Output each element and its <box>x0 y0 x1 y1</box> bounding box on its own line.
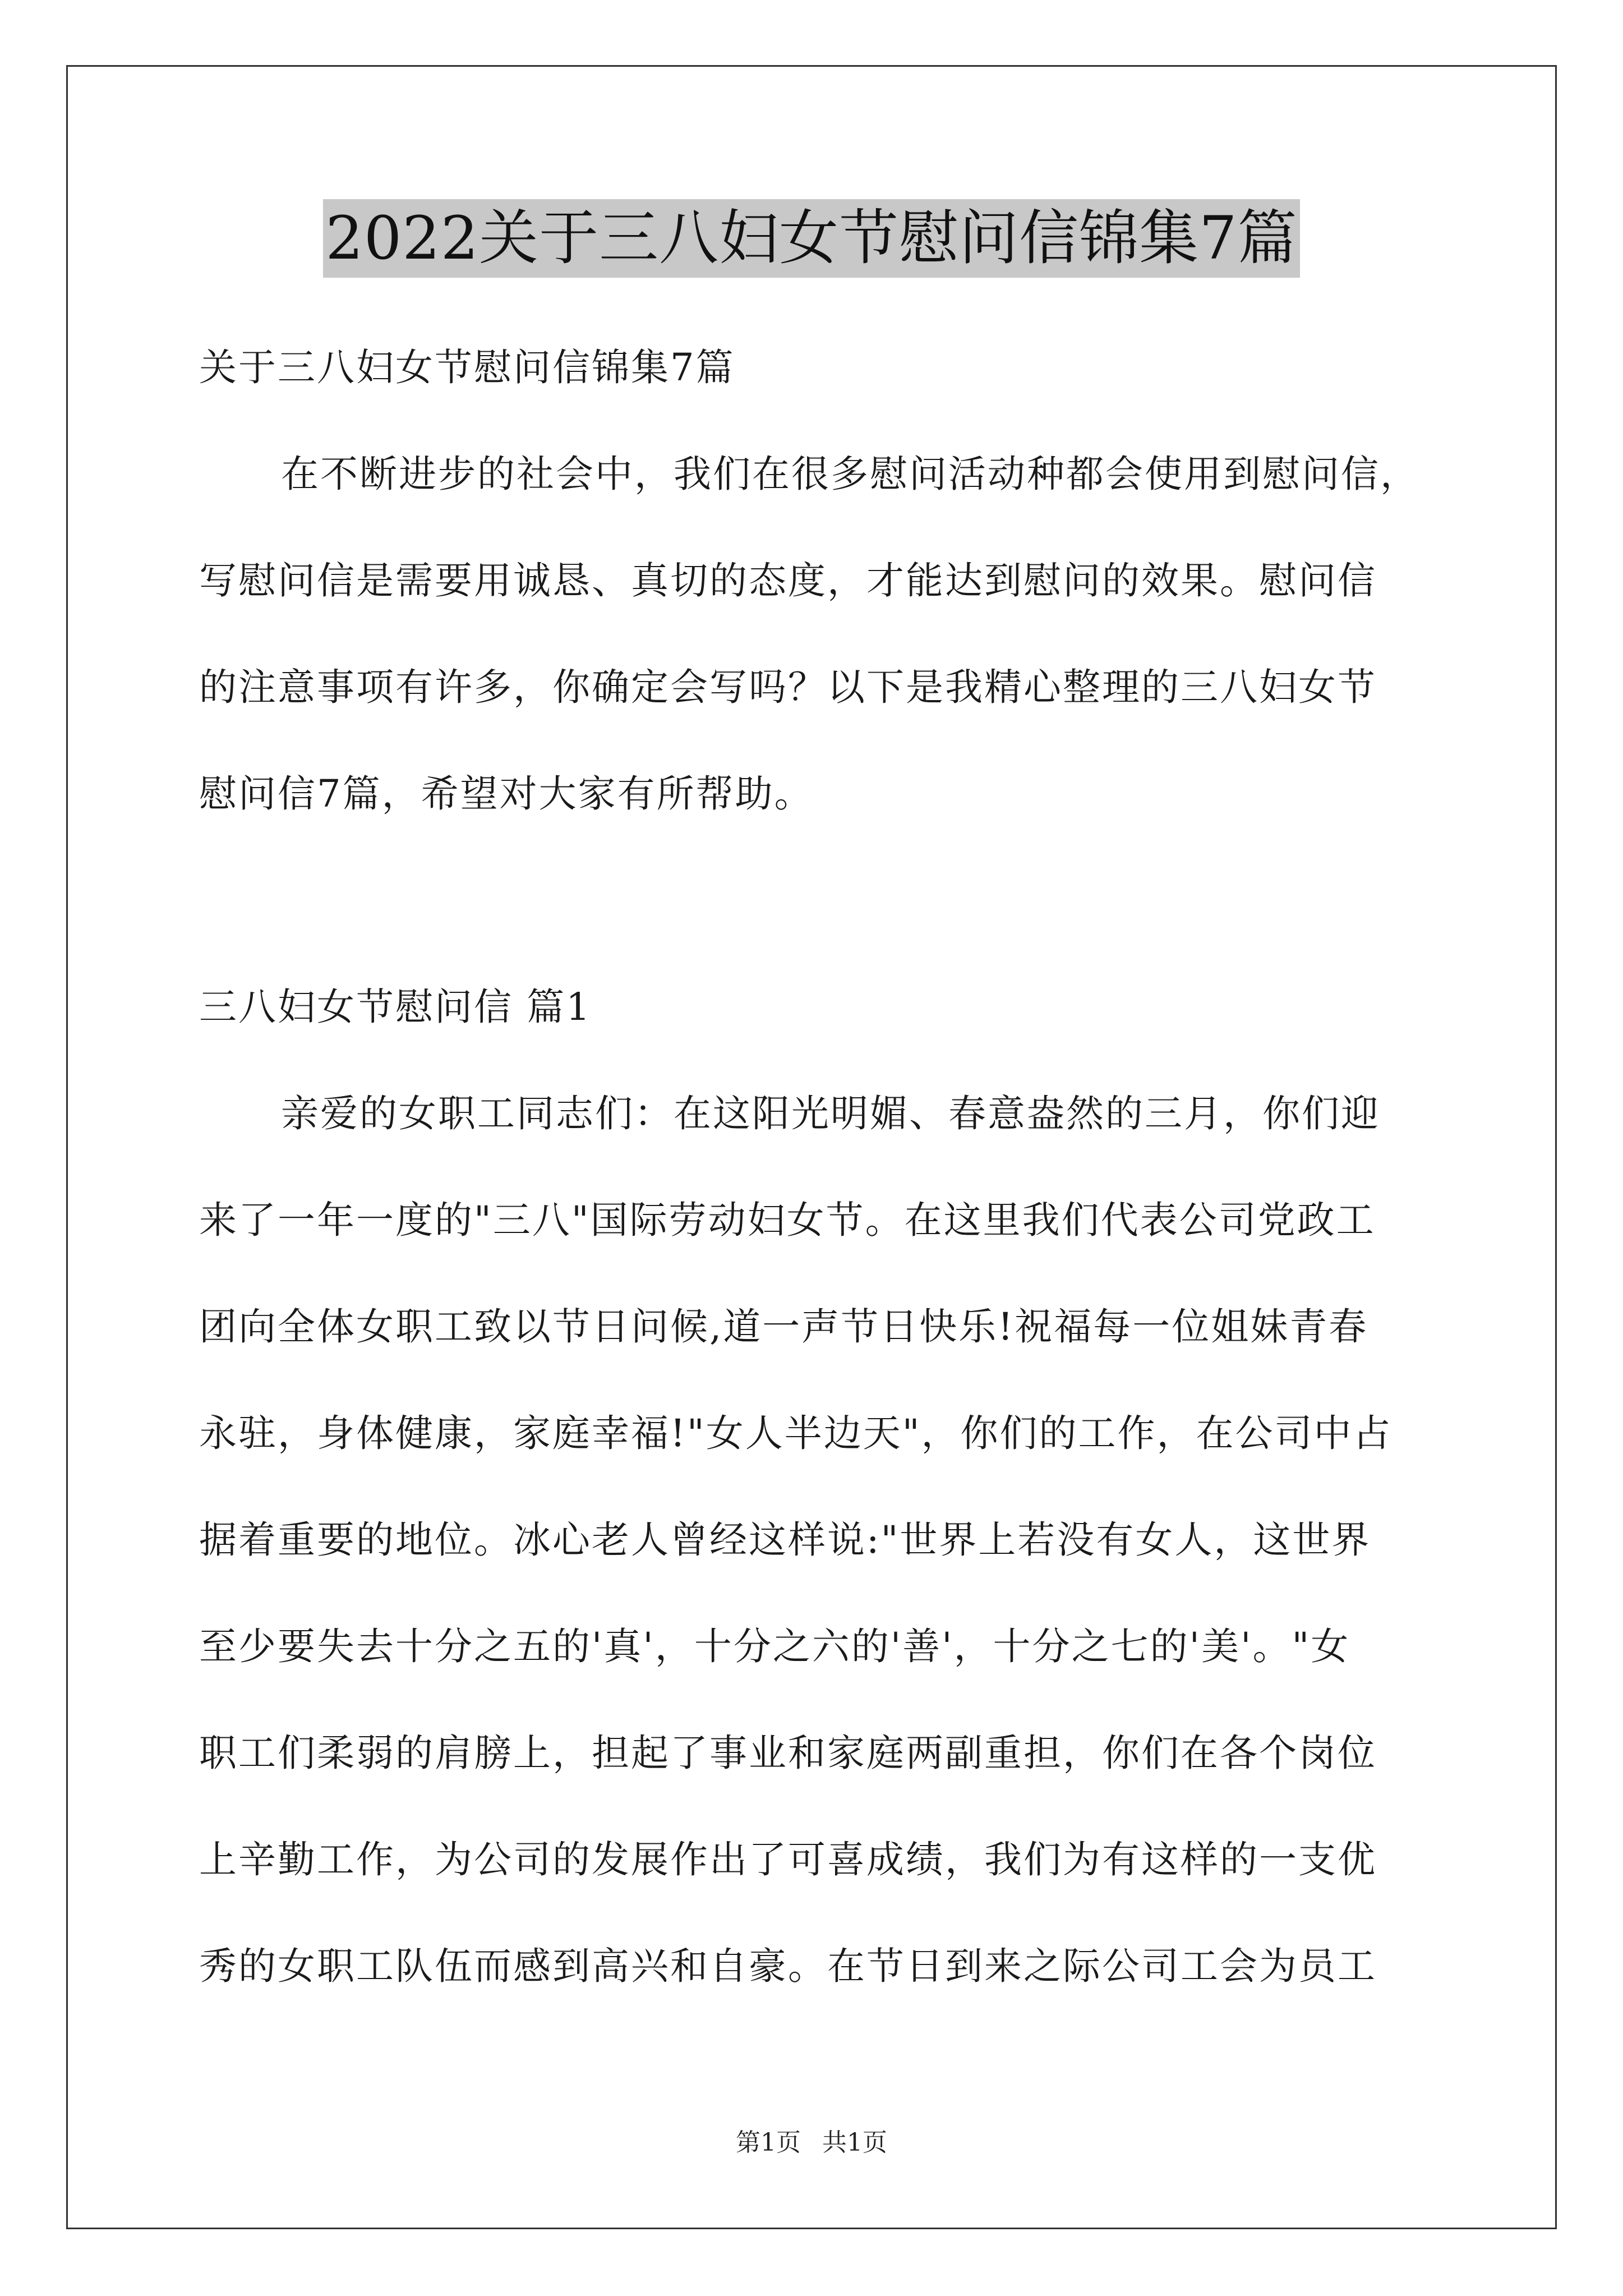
body-line: 上辛勤工作，为公司的发展作出了可喜成绩，我们为有这样的一支优 <box>199 1838 1377 1881</box>
intro-line: 慰问信7篇，希望对大家有所帮助。 <box>199 772 814 816</box>
body-line: 至少要失去十分之五的'真'，十分之六的'善'，十分之七的'美'。"女 <box>199 1625 1350 1668</box>
document-body <box>199 314 1433 2019</box>
intro-line: 的注意事项有许多，你确定会写吗？以下是我精心整理的三八妇女节 <box>199 665 1377 709</box>
page-total: 共1页 <box>822 2128 887 2157</box>
body-line: 团向全体女职工致以节日问候,道一声节日快乐!祝福每一位姐妹青春 <box>199 1305 1368 1349</box>
intro-line: 在不断进步的社会中，我们在很多慰问活动种都会使用到慰问信， <box>281 452 1419 496</box>
body-line: 亲爱的女职工同志们：在这阳光明媚、春意盎然的三月，你们迎 <box>281 1092 1380 1135</box>
body-line: 永驻，身体健康，家庭幸福!"女人半边天"，你们的工作，在公司中占 <box>199 1411 1393 1455</box>
title-area <box>0 199 1623 278</box>
page-number: 第1页 <box>736 2128 801 2157</box>
body-line: 据着重要的地位。冰心老人曾经这样说:"世界上若没有女人，这世界 <box>199 1518 1371 1562</box>
paragraph-gap <box>199 847 1433 954</box>
page-footer <box>0 2126 1623 2160</box>
document-subtitle: 关于三八妇女节慰问信锦集7篇 <box>199 346 735 389</box>
intro-line: 写慰问信是需要用诚恳、真切的态度，才能达到慰问的效果。慰问信 <box>199 559 1377 602</box>
body-line: 来了一年一度的"三八"国际劳动妇女节。在这里我们代表公司党政工 <box>199 1198 1376 1242</box>
body-line: 秀的女职工队伍而感到高兴和自豪。在节日到来之际公司工会为员工 <box>199 1944 1377 1988</box>
body-line: 职工们柔弱的肩膀上，担起了事业和家庭两副重担，你们在各个岗位 <box>199 1731 1377 1775</box>
section-heading: 三八妇女节慰问信 篇1 <box>199 985 592 1029</box>
document-title: 2022关于三八妇女节慰问信锦集7篇 <box>323 199 1299 278</box>
